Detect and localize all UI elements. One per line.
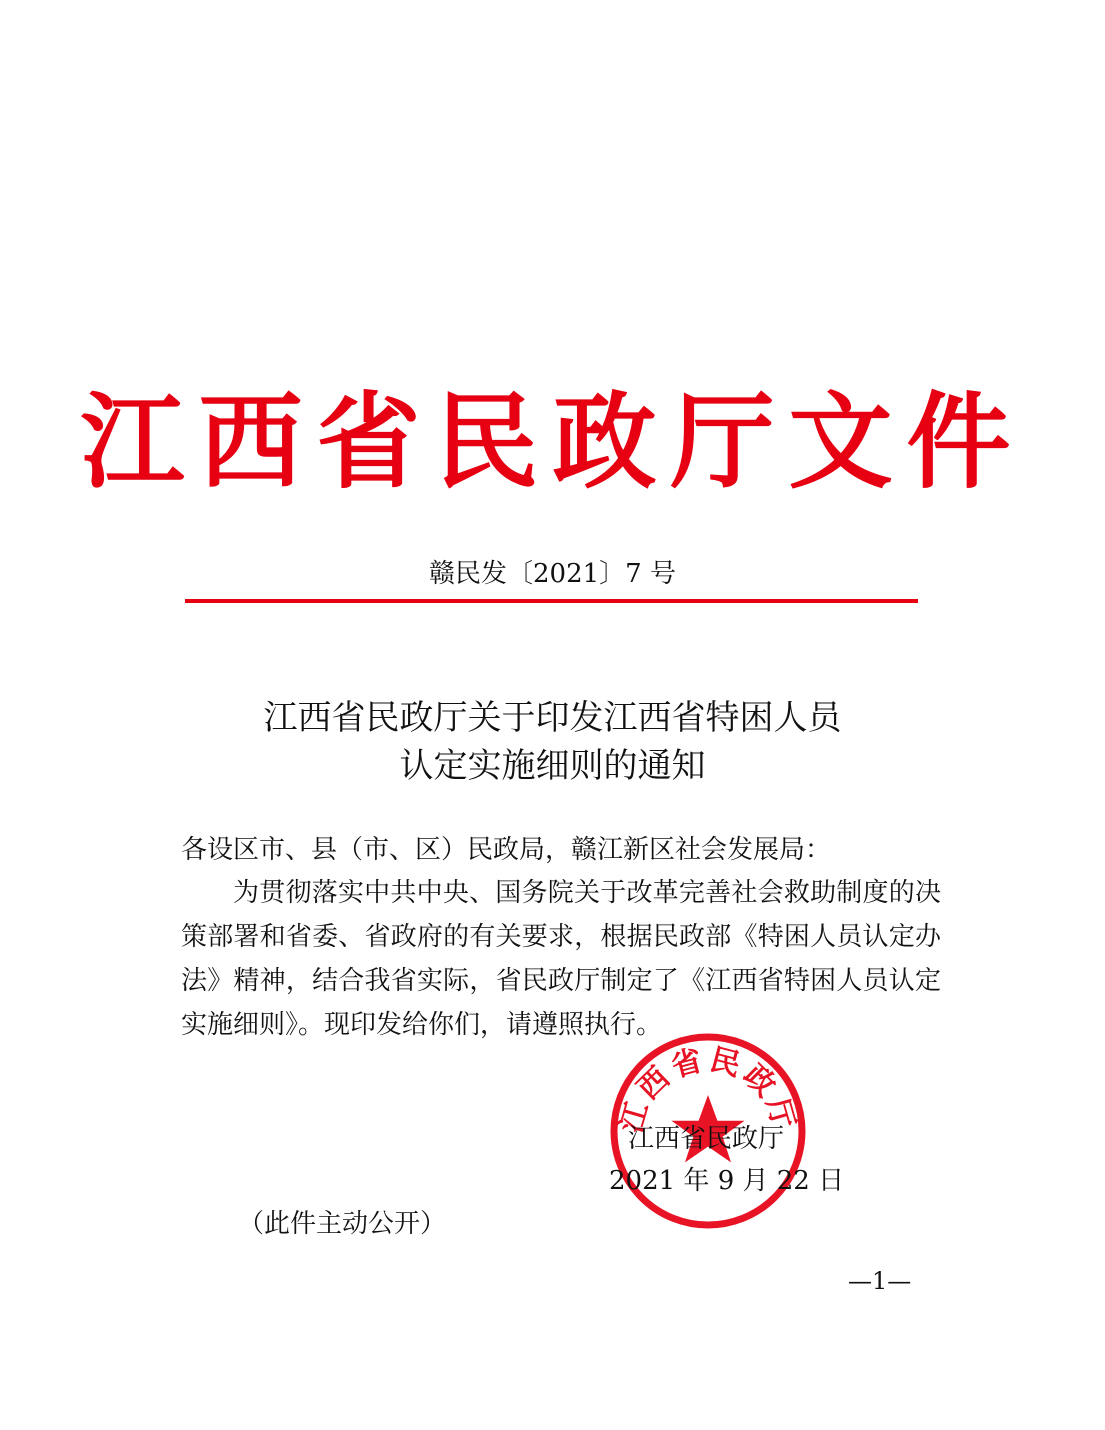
issue-date: 2021 年 9 月 22 日 bbox=[609, 1166, 845, 1196]
document-title-line-2: 认定实施细则的通知 bbox=[399, 746, 706, 786]
document-masthead: 江西省民政厅文件 bbox=[80, 380, 1025, 503]
page-number: —1— bbox=[848, 1267, 912, 1295]
body-paragraph: 为贯彻落实中共中央、国务院关于改革完善社会救助制度的决策部署和省委、省政府的有关要求，根据民政部《特困人员认定办法》精神，结合我省实际，省民政厅制定了《江西省特困人员认定实施细则》。现印发给你们，请遵照执行。 bbox=[181, 878, 941, 1040]
salutation: 各设区市、县（市、区）民政局，赣江新区社会发展局： bbox=[181, 835, 832, 865]
disclosure-note: （此件主动公开） bbox=[238, 1209, 447, 1239]
red-divider-line bbox=[185, 599, 918, 603]
seal-text: 江西省民政厅 bbox=[613, 1042, 803, 1137]
document-title-line-1: 江西省民政厅关于印发江西省特困人员 bbox=[263, 698, 842, 738]
document-number: 赣民发〔2021〕7 号 bbox=[429, 559, 676, 589]
document-title bbox=[0, 694, 1105, 790]
issuer-name: 江西省民政厅 bbox=[628, 1124, 785, 1154]
